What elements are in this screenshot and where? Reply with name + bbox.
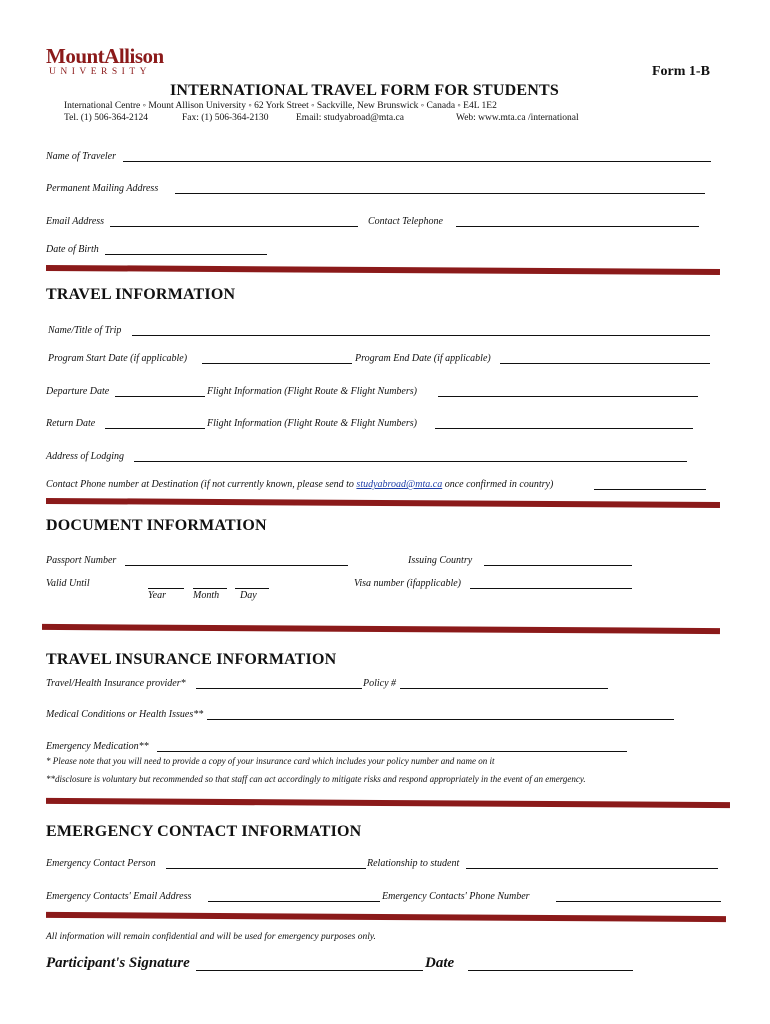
emergency-email-field[interactable] — [208, 901, 380, 902]
date-field[interactable] — [468, 970, 633, 971]
emergency-medication-field[interactable] — [157, 751, 627, 752]
emergency-contact-person-label: Emergency Contact Person — [46, 858, 156, 869]
email-field[interactable] — [110, 226, 358, 227]
insurance-provider-label: Travel/Health Insurance provider* — [46, 678, 186, 689]
policy-number-field[interactable] — [400, 688, 608, 689]
day-label: Day — [240, 590, 257, 601]
lodging-label: Address of Lodging — [46, 451, 124, 462]
departure-date-field[interactable] — [115, 396, 205, 397]
section-divider — [46, 498, 720, 508]
emergency-email-label: Emergency Contacts' Email Address — [46, 891, 192, 902]
valid-day-field[interactable] — [235, 588, 269, 589]
signature-field[interactable] — [196, 970, 423, 971]
dob-field[interactable] — [105, 254, 267, 255]
contact-telephone-field[interactable] — [456, 226, 699, 227]
insurance-card-note: * Please note that you will need to provide a copy of your insurance card which includes your policy number and name on it — [46, 756, 495, 766]
confidentiality-note: All information will remain confidential and will be used for emergency purposes only. — [46, 932, 376, 942]
mailing-address-field[interactable] — [175, 193, 705, 194]
page-title: INTERNATIONAL TRAVEL FORM FOR STUDENTS — [170, 82, 560, 99]
program-end-field[interactable] — [500, 363, 710, 364]
section-divider — [46, 912, 726, 922]
destination-phone-label — [46, 479, 553, 490]
lodging-field[interactable] — [134, 461, 687, 462]
document-section-heading: DOCUMENT INFORMATION — [46, 517, 267, 534]
emergency-phone-label: Emergency Contacts' Phone Number — [382, 891, 530, 902]
name-field[interactable] — [123, 161, 711, 162]
program-start-field[interactable] — [202, 363, 352, 364]
valid-month-field[interactable] — [193, 588, 227, 589]
month-label: Month — [193, 590, 220, 601]
studyabroad-email-link[interactable]: studyabroad@mta.ca — [356, 479, 443, 490]
travel-section-heading: TRAVEL INFORMATION — [46, 286, 236, 303]
trip-name-field[interactable] — [132, 335, 710, 336]
passport-number-label: Passport Number — [46, 555, 117, 566]
section-divider — [46, 265, 720, 275]
medical-conditions-field[interactable] — [207, 719, 674, 720]
medical-conditions-label: Medical Conditions or Health Issues** — [46, 709, 204, 720]
disclosure-note: **disclosure is voluntary but recommended so that staff can act accordingly to mitigate risks and respond appropriately in the event of an emergency. — [46, 774, 586, 784]
address-line: International Centre ◦ Mount Allison University ◦ 62 York Street ◦ Sackville, New Brunswick ◦ Canada ◦ E4L 1E2 — [64, 101, 497, 111]
emergency-section-heading: EMERGENCY CONTACT INFORMATION — [46, 823, 362, 840]
form-id: Form 1-B — [652, 64, 710, 79]
relationship-field[interactable] — [466, 868, 718, 869]
section-divider — [46, 798, 730, 808]
relationship-label: Relationship to student — [367, 858, 460, 869]
visa-number-field[interactable] — [470, 588, 632, 589]
contact-telephone-label: Contact Telephone — [368, 216, 443, 227]
section-divider — [42, 624, 720, 634]
flight-info-field-2[interactable] — [435, 428, 693, 429]
logo-subtitle: UNIVERSITY — [49, 67, 151, 77]
flight-info-field-1[interactable] — [438, 396, 698, 397]
name-label: Name of Traveler — [46, 151, 116, 162]
emergency-phone-field[interactable] — [556, 901, 721, 902]
trip-name-label: Name/Title of Trip — [48, 325, 122, 336]
valid-year-field[interactable] — [148, 588, 184, 589]
email-text: Email: studyabroad@mta.ca — [296, 113, 404, 123]
mailing-address-label: Permanent Mailing Address — [46, 183, 159, 194]
departure-date-label: Departure Date — [46, 386, 110, 397]
destination-phone-field[interactable] — [594, 489, 706, 490]
program-start-label: Program Start Date (if applicable) — [48, 353, 188, 364]
dob-label: Date of Birth — [46, 244, 99, 255]
passport-number-field[interactable] — [125, 565, 348, 566]
return-date-field[interactable] — [105, 428, 205, 429]
year-label: Year — [148, 590, 166, 601]
issuing-country-field[interactable] — [484, 565, 632, 566]
logo-wordmark: MountAllison — [46, 44, 164, 68]
emergency-medication-label: Emergency Medication** — [46, 741, 149, 752]
emergency-contact-person-field[interactable] — [166, 868, 366, 869]
web-text: Web: www.mta.ca /international — [456, 113, 579, 123]
tel-text: Tel. (1) 506-364-2124 — [64, 113, 149, 123]
visa-number-label: Visa number (ifapplicable) — [354, 578, 462, 589]
date-label: Date — [425, 955, 455, 971]
return-date-label: Return Date — [46, 418, 96, 429]
insurance-provider-field[interactable] — [196, 688, 362, 689]
fax-text: Fax: (1) 506-364-2130 — [182, 113, 269, 123]
signature-label: Participant's Signature — [46, 955, 190, 971]
valid-until-label: Valid Until — [46, 578, 90, 589]
destination-phone-prefix: Contact Phone number at Destination (if not currently known, please send to — [46, 479, 354, 490]
program-end-label: Program End Date (if applicable) — [355, 353, 491, 364]
destination-phone-suffix: once confirmed in country) — [444, 479, 554, 490]
policy-number-label: Policy # — [363, 678, 397, 689]
issuing-country-label: Issuing Country — [408, 555, 473, 566]
email-label: Email Address — [46, 216, 105, 227]
flight-info-label-1: Flight Information (Flight Route & Flight Numbers) — [207, 386, 417, 397]
insurance-section-heading: TRAVEL INSURANCE INFORMATION — [46, 651, 337, 668]
flight-info-label-2: Flight Information (Flight Route & Flight Numbers) — [207, 418, 417, 429]
